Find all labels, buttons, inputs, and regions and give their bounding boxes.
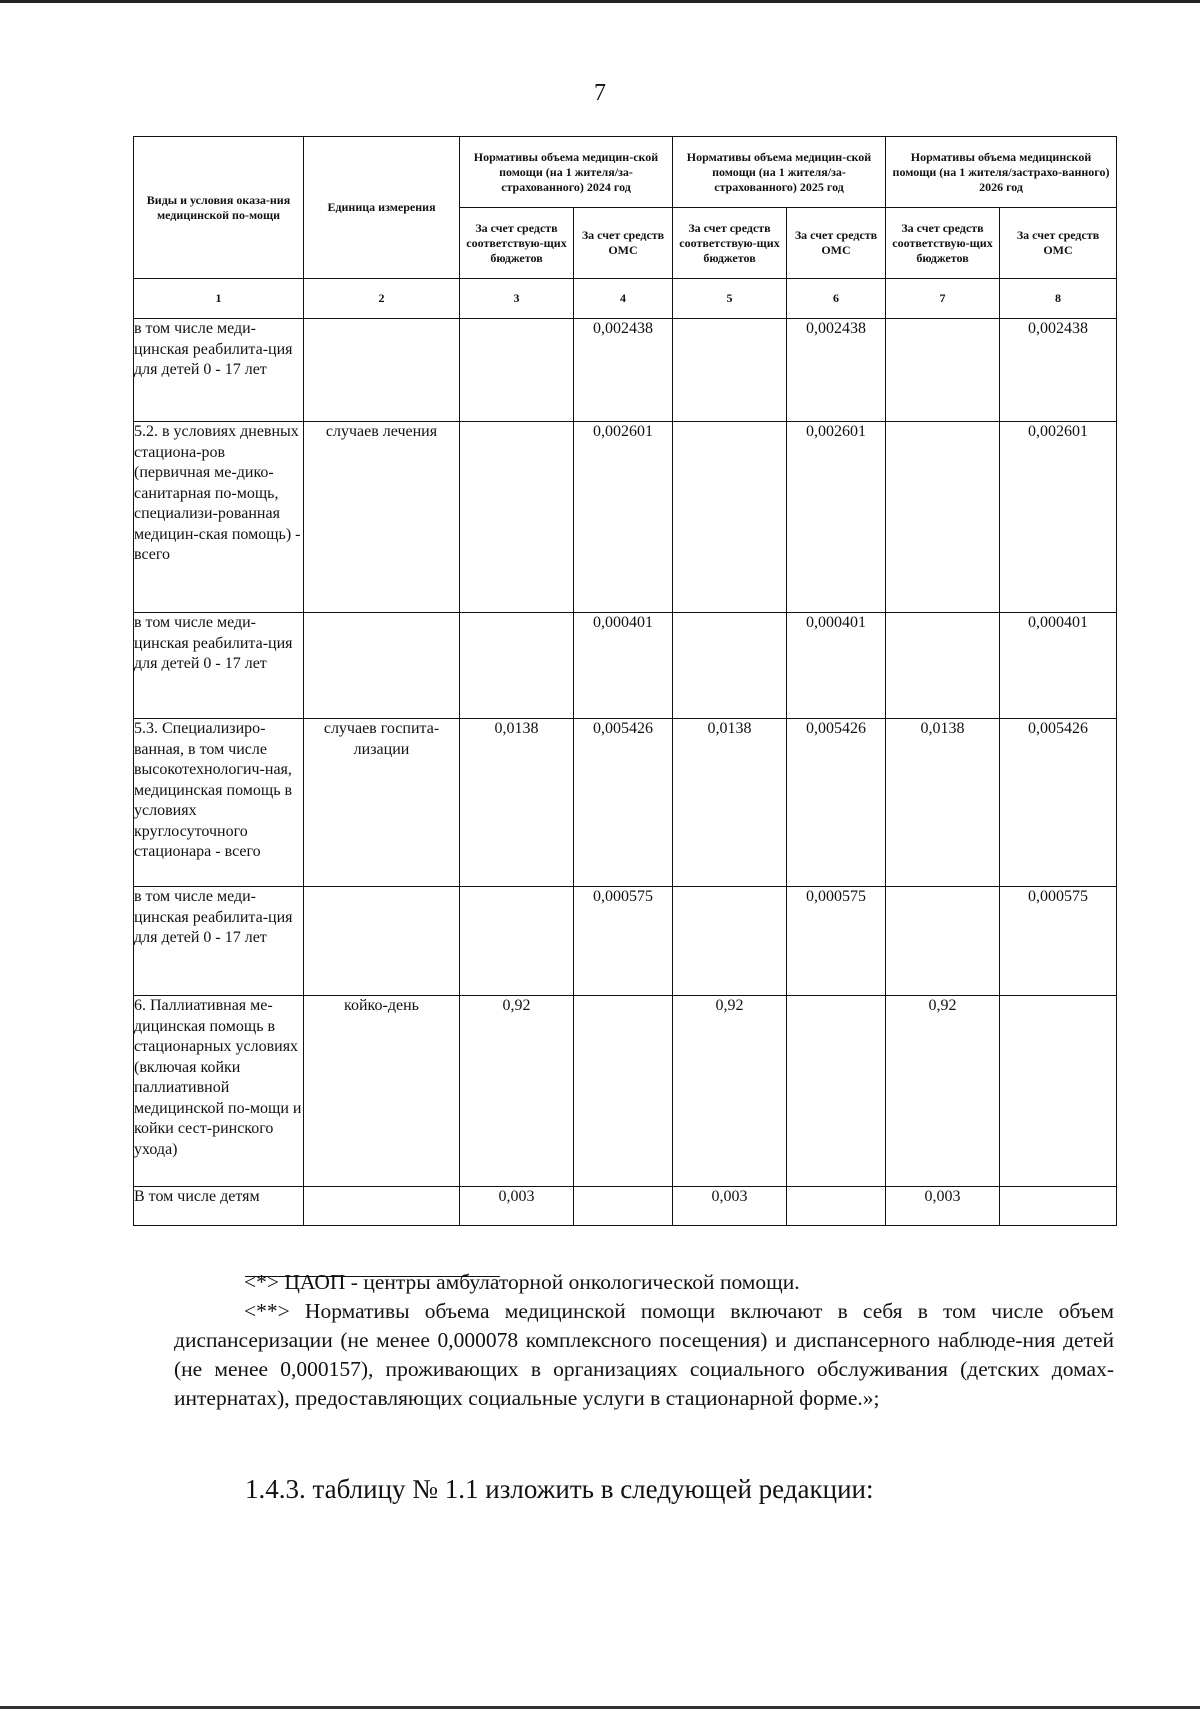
table-row — [134, 996, 1117, 1187]
row-unit — [304, 1187, 460, 1226]
row-value: 0,003 — [460, 1187, 574, 1226]
row-value — [673, 613, 787, 719]
subheader-oms-2024: За счет средств ОМС — [574, 208, 673, 279]
row-value: 0,002438 — [787, 319, 886, 422]
row-value: 0,002601 — [1000, 422, 1117, 613]
row-value: 0,003 — [886, 1187, 1000, 1226]
row-value — [787, 1187, 886, 1226]
table-row — [134, 1187, 1117, 1226]
row-value — [787, 996, 886, 1187]
column-number: 6 — [787, 279, 886, 319]
row-value — [460, 319, 574, 422]
table-row — [134, 422, 1117, 613]
table-row — [134, 319, 1117, 422]
row-value — [673, 319, 787, 422]
footnote-1: <*> ЦАОП - центры амбулаторной онкологической помощи. — [244, 1270, 800, 1294]
row-value: 0,000401 — [574, 613, 673, 719]
row-value: 0,002601 — [787, 422, 886, 613]
row-value: 0,000401 — [1000, 613, 1117, 719]
header-group-2026: Нормативы объема медицинской помощи (на 1 жителя/застрахо-ванного) 2026 год — [886, 137, 1117, 208]
row-value — [673, 422, 787, 613]
footnote-2: <**> Нормативы объема медицинской помощи включают в себя в том числе объем диспансеризации (не менее 0,000078 комплексного посещения) и диспансерного наблюде-ния детей (не менее 0,000157), проживающих в организациях социального обслуживания (детских домах-интернатах), предоставляющих социальные услуги в стационарной форме.»; — [174, 1299, 1114, 1410]
row-value — [460, 422, 574, 613]
column-number: 5 — [673, 279, 787, 319]
subheader-oms-2025: За счет средств ОМС — [787, 208, 886, 279]
row-value: 0,003 — [673, 1187, 787, 1226]
row-type: В том числе детям — [134, 1187, 304, 1226]
header-unit: Единица измерения — [304, 137, 460, 279]
row-unit — [304, 887, 460, 996]
row-type: 5.2. в условиях дневных стациона-ров (первичная ме-дико-санитарная по-мощь, специализи-рованная медицин-ская помощь) - всего — [134, 422, 304, 613]
header-type: Виды и условия оказа-ния медицинской по-мощи — [134, 137, 304, 279]
row-value — [673, 887, 787, 996]
row-type: 6. Паллиативная ме-дицинская помощь в стационарных условиях (включая койки паллиативной медицинской по-мощи и койки сест-ринского ухода) — [134, 996, 304, 1187]
subheader-budget-2026: За счет средств соответствую-щих бюджетов — [886, 208, 1000, 279]
row-value: 0,0138 — [460, 719, 574, 887]
row-value — [886, 422, 1000, 613]
subheader-budget-2025: За счет средств соответствую-щих бюджетов — [673, 208, 787, 279]
header-group-2025: Нормативы объема медицин-ской помощи (на 1 жителя/за-страхованного) 2025 год — [673, 137, 886, 208]
column-number: 3 — [460, 279, 574, 319]
norms-table — [133, 136, 1117, 1226]
column-number-row — [134, 279, 1117, 319]
row-type: в том числе меди-цинская реабилита-ция для детей 0 - 17 лет — [134, 613, 304, 719]
row-unit — [304, 613, 460, 719]
column-number: 2 — [304, 279, 460, 319]
row-value: 0,005426 — [787, 719, 886, 887]
row-value: 0,005426 — [1000, 719, 1117, 887]
row-value: 0,92 — [460, 996, 574, 1187]
footnotes — [174, 1268, 1114, 1413]
row-type: в том числе меди-цинская реабилита-ция для детей 0 - 17 лет — [134, 319, 304, 422]
row-value: 0,002438 — [1000, 319, 1117, 422]
table-header-row — [134, 137, 1117, 208]
column-number: 7 — [886, 279, 1000, 319]
row-value — [1000, 996, 1117, 1187]
row-value: 0,000575 — [574, 887, 673, 996]
row-value — [886, 887, 1000, 996]
row-value: 0,92 — [886, 996, 1000, 1187]
row-value: 0,000575 — [787, 887, 886, 996]
row-unit — [304, 319, 460, 422]
row-value: 0,002438 — [574, 319, 673, 422]
row-value: 0,0138 — [673, 719, 787, 887]
row-value: 0,002601 — [574, 422, 673, 613]
row-value: 0,0138 — [886, 719, 1000, 887]
row-unit: случаев госпита-лизации — [304, 719, 460, 887]
amendment-instruction: 1.4.3. таблицу № 1.1 изложить в следующей редакции: — [245, 1474, 874, 1504]
header-group-2024: Нормативы объема медицин-ской помощи (на 1 жителя/за-страхованного) 2024 год — [460, 137, 673, 208]
row-unit: случаев лечения — [304, 422, 460, 613]
row-value — [460, 613, 574, 719]
column-number: 4 — [574, 279, 673, 319]
column-number: 8 — [1000, 279, 1117, 319]
row-type: 5.3. Специализиро-ванная, в том числе высокотехнологич-ная, медицинская помощь в условиях круглосуточного стационара - всего — [134, 719, 304, 887]
row-value — [886, 613, 1000, 719]
page-number: 7 — [594, 80, 606, 106]
column-number: 1 — [134, 279, 304, 319]
row-value: 0,000575 — [1000, 887, 1117, 996]
row-unit: койко-день — [304, 996, 460, 1187]
top-scan-edge — [0, 0, 1200, 3]
row-value: 0,000401 — [787, 613, 886, 719]
row-value: 0,92 — [673, 996, 787, 1187]
row-value — [1000, 1187, 1117, 1226]
table-row — [134, 719, 1117, 887]
row-value — [574, 1187, 673, 1226]
bottom-scan-edge — [0, 1706, 1200, 1709]
table-row — [134, 613, 1117, 719]
row-value — [886, 319, 1000, 422]
row-value — [460, 887, 574, 996]
row-value: 0,005426 — [574, 719, 673, 887]
row-value — [574, 996, 673, 1187]
subheader-budget-2024: За счет средств соответствую-щих бюджетов — [460, 208, 574, 279]
subheader-oms-2026: За счет средств ОМС — [1000, 208, 1117, 279]
row-type: в том числе меди-цинская реабилита-ция для детей 0 - 17 лет — [134, 887, 304, 996]
table-row — [134, 887, 1117, 996]
